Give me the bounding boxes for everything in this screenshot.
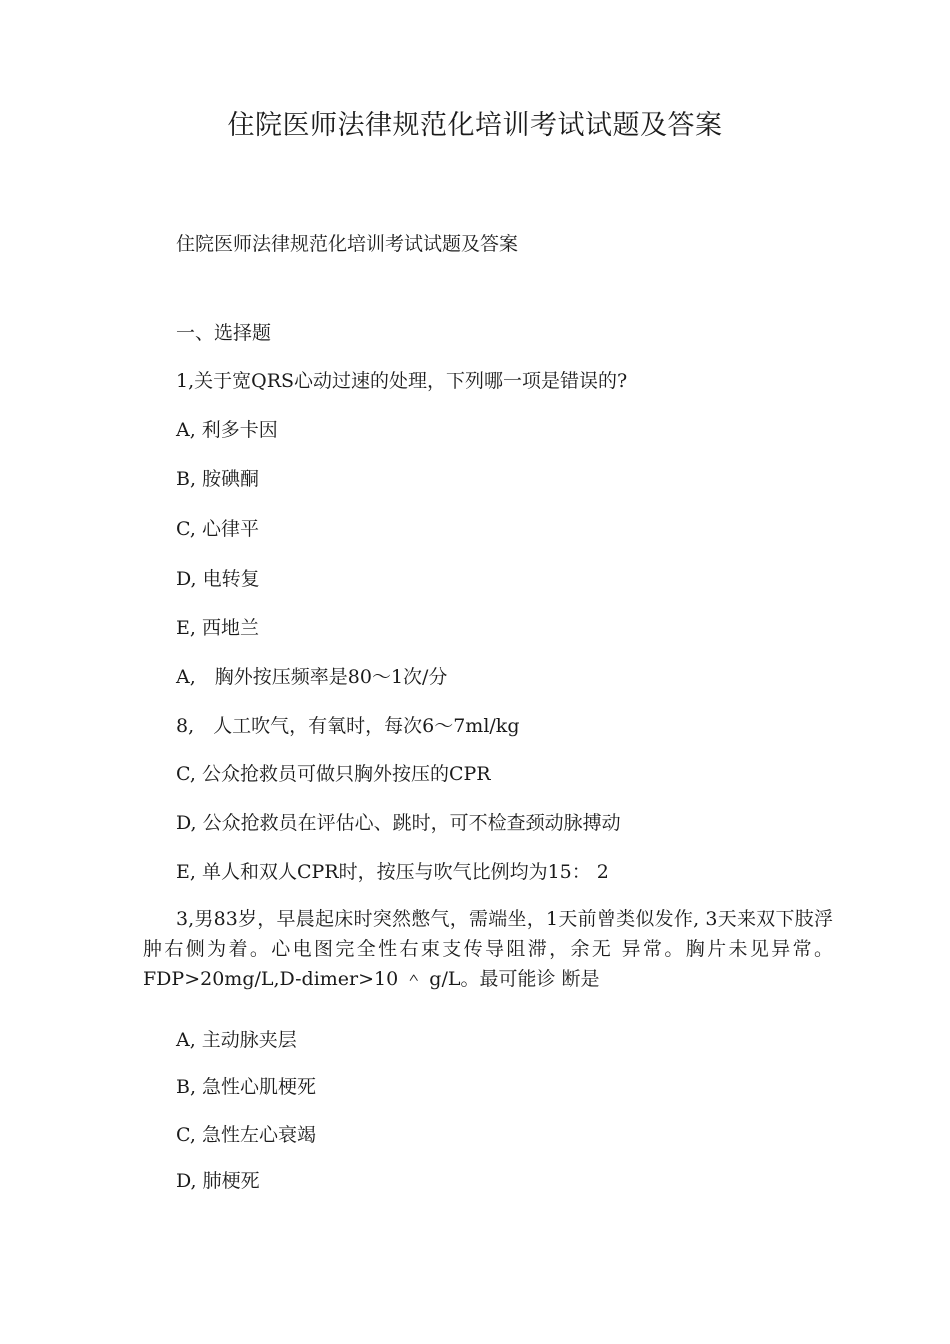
section-heading: 一、选择题 [176,322,272,344]
question-1-option-d: D, 电转复 [176,568,260,590]
question-3-option-a: A, 主动脉夹层 [176,1029,297,1051]
question-1-text: 1,关于宽QRS心动过速的处理，下列哪一项是错误的? [176,370,628,392]
question-2-option-e: E, 单人和双人CPR时，按压与吹气比例均为15： 2 [176,861,609,883]
question-2-option-a: A, 胸外按压频率是80〜1次/分 [176,666,448,688]
question-1-option-c: C, 心律平 [176,518,259,540]
question-3-option-b: B, 急性心肌梗死 [176,1076,317,1098]
question-3-option-d: D, 肺梗死 [176,1170,260,1192]
question-2-option-d: D, 公众抢救员在评估心、跳时，可不检查颈动脉搏动 [176,812,621,834]
page-title: 住院医师法律规范化培训考试试题及答案 [227,110,723,141]
question-1-option-a: A, 利多卡因 [176,419,278,441]
question-2-option-b: 8, 人工吹气，有氧时，每次6〜7ml/kg [176,715,520,737]
question-3-text: 3,男83岁，早晨起床时突然憋气，需端坐，1天前曾类似发作, 3天来双下肢浮肿右侧为着。心电图完全性右束支传导阻滞，余无 异常。胸片未见异常。FDP>20mg/L,D-dimer>10 ＾ g/L。最可能诊 断是 [143,908,833,990]
question-3-option-c: C, 急性左心衰竭 [176,1124,316,1146]
question-1-option-b: B, 胺碘酮 [176,468,260,490]
question-1-option-e: E, 西地兰 [176,617,259,639]
document-subtitle: 住院医师法律规范化培训考试试题及答案 [176,233,519,255]
question-2-option-c: C, 公众抢救员可做只胸外按压的CPR [176,763,491,785]
